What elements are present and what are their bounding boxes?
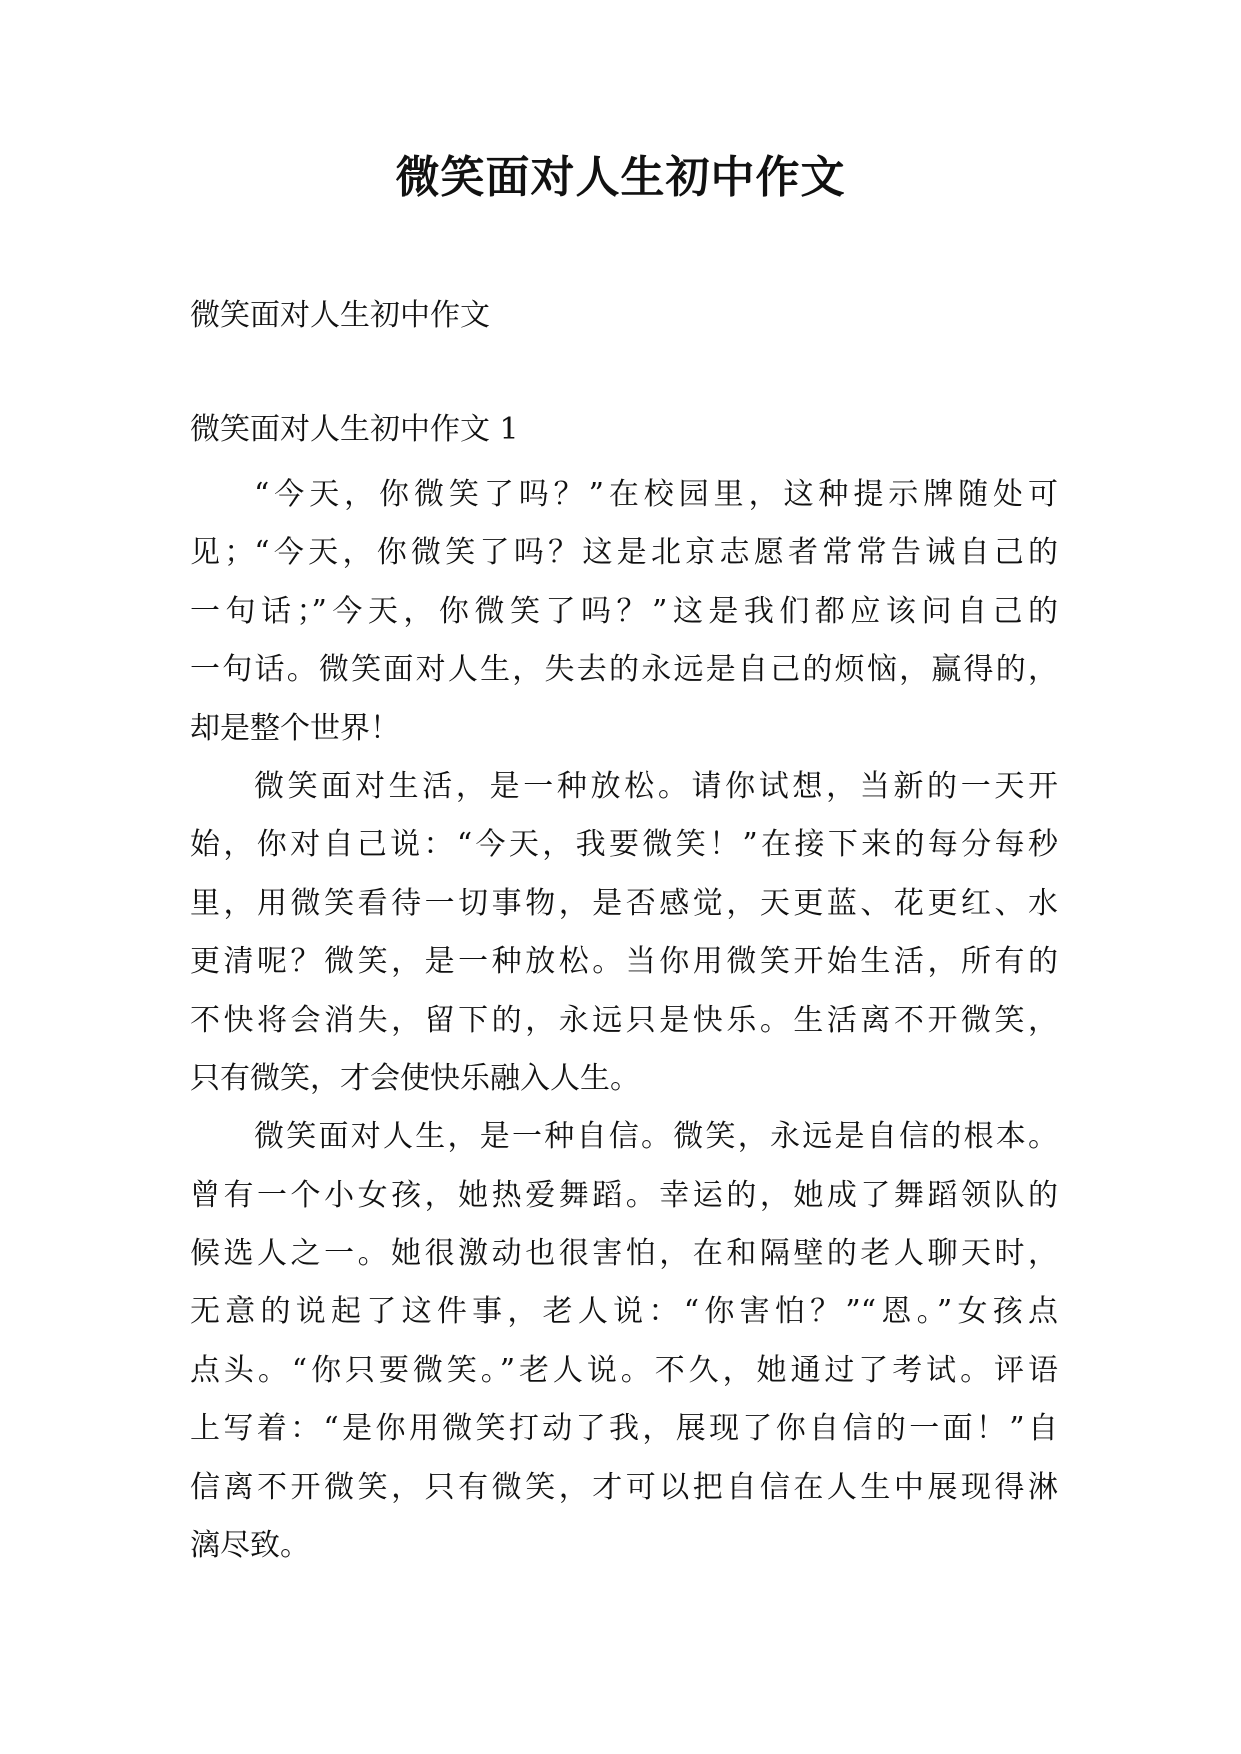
paragraph-line: 上写着：“是你用微笑打动了我，展现了你自信的一面！”自 bbox=[190, 1411, 1058, 1447]
paragraph-line: 一句话；”今天，你微笑了吗？”这是我们都应该问自己的 bbox=[190, 593, 1058, 629]
paragraph-line: 信离不开微笑，只有微笑，才可以把自信在人生中展现得淋 bbox=[190, 1469, 1058, 1505]
paragraph-line: 不快将会消失，留下的，永远只是快乐。生活离不开微笑， bbox=[190, 1002, 1058, 1038]
paragraph-line: 漓尽致。 bbox=[190, 1528, 310, 1564]
paragraph-1 bbox=[190, 466, 1058, 758]
paragraph-line: “今天，你微笑了吗？”在校园里，这种提示牌随处可 bbox=[254, 477, 1058, 512]
paragraph-line: 微笑面对生活，是一种放松。请你试想，当新的一天开 bbox=[254, 768, 1058, 804]
paragraph-line: 里，用微笑看待一切事物，是否感觉，天更蓝、花更红、水 bbox=[190, 885, 1058, 921]
section-heading: 微笑面对人生初中作文 1 bbox=[190, 412, 519, 447]
paragraph-line: 见；“今天，你微笑了吗？这是北京志愿者常常告诫自己的 bbox=[190, 535, 1058, 571]
paragraph-line: 微笑面对人生，是一种自信。微笑，永远是自信的根本。 bbox=[254, 1119, 1058, 1155]
paragraph-2 bbox=[190, 758, 1058, 1108]
essay-body bbox=[190, 466, 1058, 1575]
paragraph-line: 点头。“你只要微笑。”老人说。不久，她通过了考试。评语 bbox=[190, 1352, 1058, 1388]
paragraph-line: 候选人之一。她很激动也很害怕，在和隔壁的老人聊天时， bbox=[190, 1236, 1058, 1272]
paragraph-line: 更清呢？微笑，是一种放松。当你用微笑开始生活，所有的 bbox=[190, 944, 1058, 980]
paragraph-line: 无意的说起了这件事，老人说：“你害怕？”“恩。”女孩点 bbox=[190, 1294, 1058, 1330]
paragraph-line: 始，你对自己说：“今天，我要微笑！”在接下来的每分每秒 bbox=[190, 827, 1058, 863]
paragraph-line: 曾有一个小女孩，她热爱舞蹈。幸运的，她成了舞蹈领队的 bbox=[190, 1177, 1058, 1213]
document-subtitle: 微笑面对人生初中作文 bbox=[190, 298, 490, 333]
document-title: 微笑面对人生初中作文 bbox=[395, 152, 846, 203]
paragraph-line: 却是整个世界！ bbox=[190, 710, 400, 746]
paragraph-line: 只有微笑，才会使快乐融入人生。 bbox=[190, 1060, 640, 1096]
paragraph-3 bbox=[190, 1108, 1058, 1575]
paragraph-line: 一句话。微笑面对人生，失去的永远是自己的烦恼，赢得的， bbox=[190, 652, 1058, 688]
